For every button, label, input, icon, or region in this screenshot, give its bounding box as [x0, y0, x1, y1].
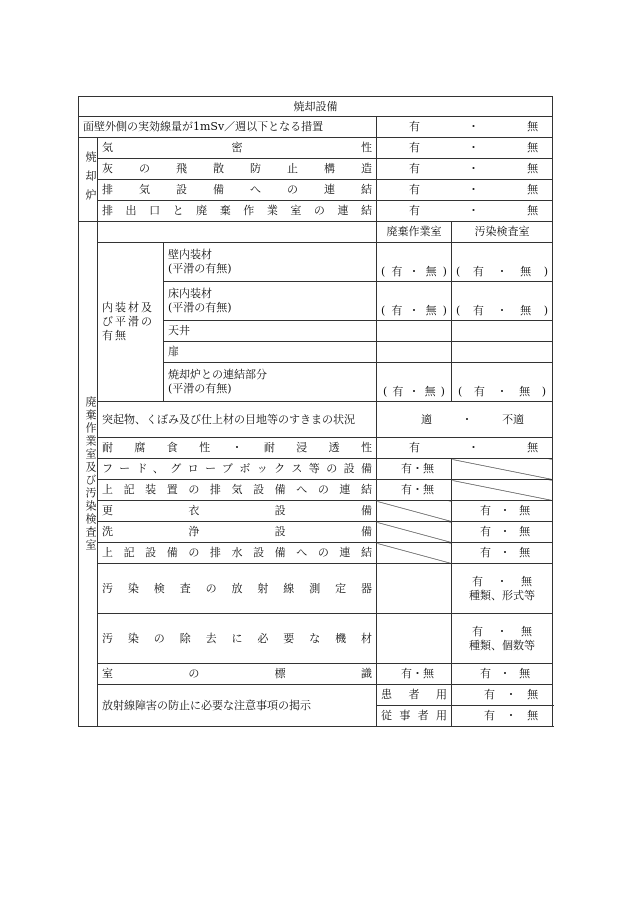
incineration-equipment-form — [78, 96, 553, 727]
option-yes[interactable]: 有 — [472, 624, 484, 638]
option-yes[interactable]: 有 — [409, 141, 420, 154]
exhaust-connection-options: 有 ・ 無 — [377, 180, 553, 201]
outlet-connection-label: 排出口と廃棄作業室の連結 — [98, 201, 377, 222]
option-no[interactable]: 無 — [520, 265, 532, 278]
changing-waste-na — [377, 501, 452, 522]
option-yes[interactable]: 有 — [391, 304, 403, 317]
option-no[interactable]: 無 — [527, 183, 539, 196]
option-no[interactable]: 無 — [527, 709, 539, 722]
meter-contam-options: 有 ・ 無 種類、形式等 — [452, 564, 553, 614]
ceiling-label: 天井 — [164, 321, 377, 342]
rooms-group-label: 廃棄作業室及び汚染検査室 — [79, 222, 98, 727]
floor-contam-options: ( 有 ・ 無 ) — [452, 282, 553, 321]
corrosion-label: 耐腐食性・耐浸透性 — [98, 438, 377, 459]
option-no[interactable]: 無 — [527, 120, 539, 133]
ceiling-waste-cell[interactable] — [377, 321, 452, 342]
option-yes[interactable]: 有 — [391, 265, 403, 278]
option-no[interactable]: 無 — [519, 667, 531, 680]
option-no[interactable]: 無 — [519, 385, 531, 398]
washing-label: 洗浄設備 — [98, 522, 377, 543]
option-no[interactable]: 無 — [424, 385, 436, 398]
option-yes[interactable]: 有 — [484, 688, 495, 701]
washing-contam-options: 有 ・ 無 — [452, 522, 553, 543]
interior-material-label: 内装材及び平滑の有無 — [98, 243, 164, 402]
incinerator-group-label: 焼却炉 — [79, 138, 98, 222]
option-no[interactable]: 無 — [521, 574, 533, 588]
sign-contam-options: 有 ・ 無 — [452, 664, 553, 685]
airtightness-options: 有 ・ 無 — [377, 138, 553, 159]
shielding-measure-options — [377, 117, 553, 138]
hood-contam-na — [452, 459, 553, 480]
drainage-label: 上記設備の排水設備への連結 — [98, 543, 377, 564]
option-yes[interactable]: 有 — [409, 441, 420, 454]
option-yes[interactable]: 有 — [480, 546, 491, 559]
form-title: 焼却設備 — [79, 97, 553, 117]
changing-label: 更衣設備 — [98, 501, 377, 522]
option-no[interactable]: 無 — [519, 504, 531, 517]
decon-contam-options: 有 ・ 無 種類、個数等 — [452, 614, 553, 664]
option-yes[interactable]: 有 — [401, 462, 412, 475]
meter-type-note: 種類、形式等 — [469, 588, 536, 602]
exhaust-link-contam-na — [452, 480, 553, 501]
header-blank — [98, 222, 377, 243]
option-no[interactable]: 無 — [425, 304, 437, 317]
notice-worker-options: 有 ・ 無 — [452, 706, 553, 727]
drainage-contam-options: 有 ・ 無 — [452, 543, 553, 564]
option-yes[interactable]: 有 — [480, 504, 491, 517]
notice-patient-options: 有 ・ 無 — [452, 685, 553, 706]
option-no[interactable]: 無 — [527, 141, 539, 154]
washing-waste-na — [377, 522, 452, 543]
door-label: 扉 — [164, 342, 377, 363]
option-no[interactable]: 無 — [527, 441, 539, 454]
hood-waste-options: 有 ・ 無 — [377, 459, 452, 480]
decon-type-note: 種類、個数等 — [469, 638, 536, 652]
option-suitable[interactable]: 適 — [421, 412, 432, 426]
connection-waste-options: ( 有 ・ 無 ) — [377, 363, 452, 402]
gaps-label: 突起物、くぼみ及び仕上材の目地等のすきまの状況 — [98, 402, 377, 438]
separator: ・ — [468, 120, 480, 133]
option-no[interactable]: 無 — [527, 688, 539, 701]
option-yes[interactable]: 有 — [401, 483, 412, 496]
col-contamination-room: 汚染検査室 — [452, 222, 553, 243]
corrosion-options: 有 ・ 無 — [377, 438, 553, 459]
changing-contam-options: 有 ・ 無 — [452, 501, 553, 522]
option-yes[interactable]: 有 — [409, 162, 420, 175]
meter-waste-cell — [377, 564, 452, 614]
option-no[interactable]: 無 — [425, 265, 437, 278]
option-yes[interactable]: 有 — [473, 385, 485, 398]
decon-waste-cell — [377, 614, 452, 664]
option-yes[interactable]: 有 — [409, 183, 420, 196]
connection-contam-options: ( 有 ・ 無 ) — [452, 363, 553, 402]
option-yes[interactable]: 有 — [409, 120, 420, 133]
exhaust-link-label: 上記装置の排気設備への連結 — [98, 480, 377, 501]
decon-label: 汚染の除去に必要な機材 — [98, 614, 377, 664]
outlet-connection-options: 有 ・ 無 — [377, 201, 553, 222]
floor-label: 床内装材 (平滑の有無) — [164, 282, 377, 321]
airtightness-label: 気密性 — [98, 138, 377, 159]
option-no[interactable]: 無 — [519, 546, 531, 559]
floor-waste-options: ( 有 ・ 無 ) — [377, 282, 452, 321]
door-waste-cell[interactable] — [377, 342, 452, 363]
option-yes[interactable]: 有 — [472, 574, 484, 588]
notice-label: 放射線障害の防止に必要な注意事項の掲示 — [98, 685, 377, 727]
option-no[interactable]: 無 — [527, 162, 539, 175]
option-yes[interactable]: 有 — [480, 667, 491, 680]
exhaust-link-waste-options: 有 ・ 無 — [377, 480, 452, 501]
sign-waste-options: 有 ・ 無 — [377, 664, 452, 685]
option-yes[interactable]: 有 — [409, 204, 420, 217]
option-no[interactable]: 無 — [423, 667, 434, 680]
gaps-options: 適 ・ 不適 — [377, 402, 553, 438]
option-no[interactable]: 無 — [521, 624, 533, 638]
meter-label: 汚染検査の放射線測定器 — [98, 564, 377, 614]
exhaust-connection-label: 排気設備への連結 — [98, 180, 377, 201]
option-unsuitable[interactable]: 不適 — [502, 412, 525, 426]
notice-worker-label: 従事者用 — [377, 706, 452, 727]
option-no[interactable]: 無 — [519, 525, 531, 538]
notice-patient-label: 患者用 — [377, 685, 452, 706]
ash-scatter-label: 灰の飛散防止構造 — [98, 159, 377, 180]
option-yes[interactable]: 有 — [480, 525, 491, 538]
ash-scatter-options: 有 ・ 無 — [377, 159, 553, 180]
option-yes[interactable]: 有 — [392, 385, 404, 398]
option-yes[interactable]: 有 — [484, 709, 495, 722]
connection-label: 焼却炉との連結部分 (平滑の有無) — [164, 363, 377, 402]
drainage-waste-na — [377, 543, 452, 564]
option-no[interactable]: 無 — [520, 304, 532, 317]
option-no[interactable]: 無 — [423, 462, 434, 475]
wall-contam-options: ( 有 ・ 無 ) — [452, 243, 553, 282]
option-no[interactable]: 無 — [527, 204, 539, 217]
wall-label: 壁内装材 (平滑の有無) — [164, 243, 377, 282]
sign-label: 室の標識 — [98, 664, 377, 685]
door-contam-cell[interactable] — [452, 342, 553, 363]
option-yes[interactable]: 有 — [401, 667, 412, 680]
shielding-measure-label: 面壁外側の実効線量が1mSv／週以下となる措置 — [79, 117, 377, 138]
option-no[interactable]: 無 — [423, 483, 434, 496]
col-waste-room: 廃棄作業室 — [377, 222, 452, 243]
ceiling-contam-cell[interactable] — [452, 321, 553, 342]
option-yes[interactable]: 有 — [472, 304, 484, 317]
wall-waste-options: ( 有 ・ 無 ) — [377, 243, 452, 282]
hood-label: フード、グローブボックス等の設備 — [98, 459, 377, 480]
option-yes[interactable]: 有 — [472, 265, 484, 278]
